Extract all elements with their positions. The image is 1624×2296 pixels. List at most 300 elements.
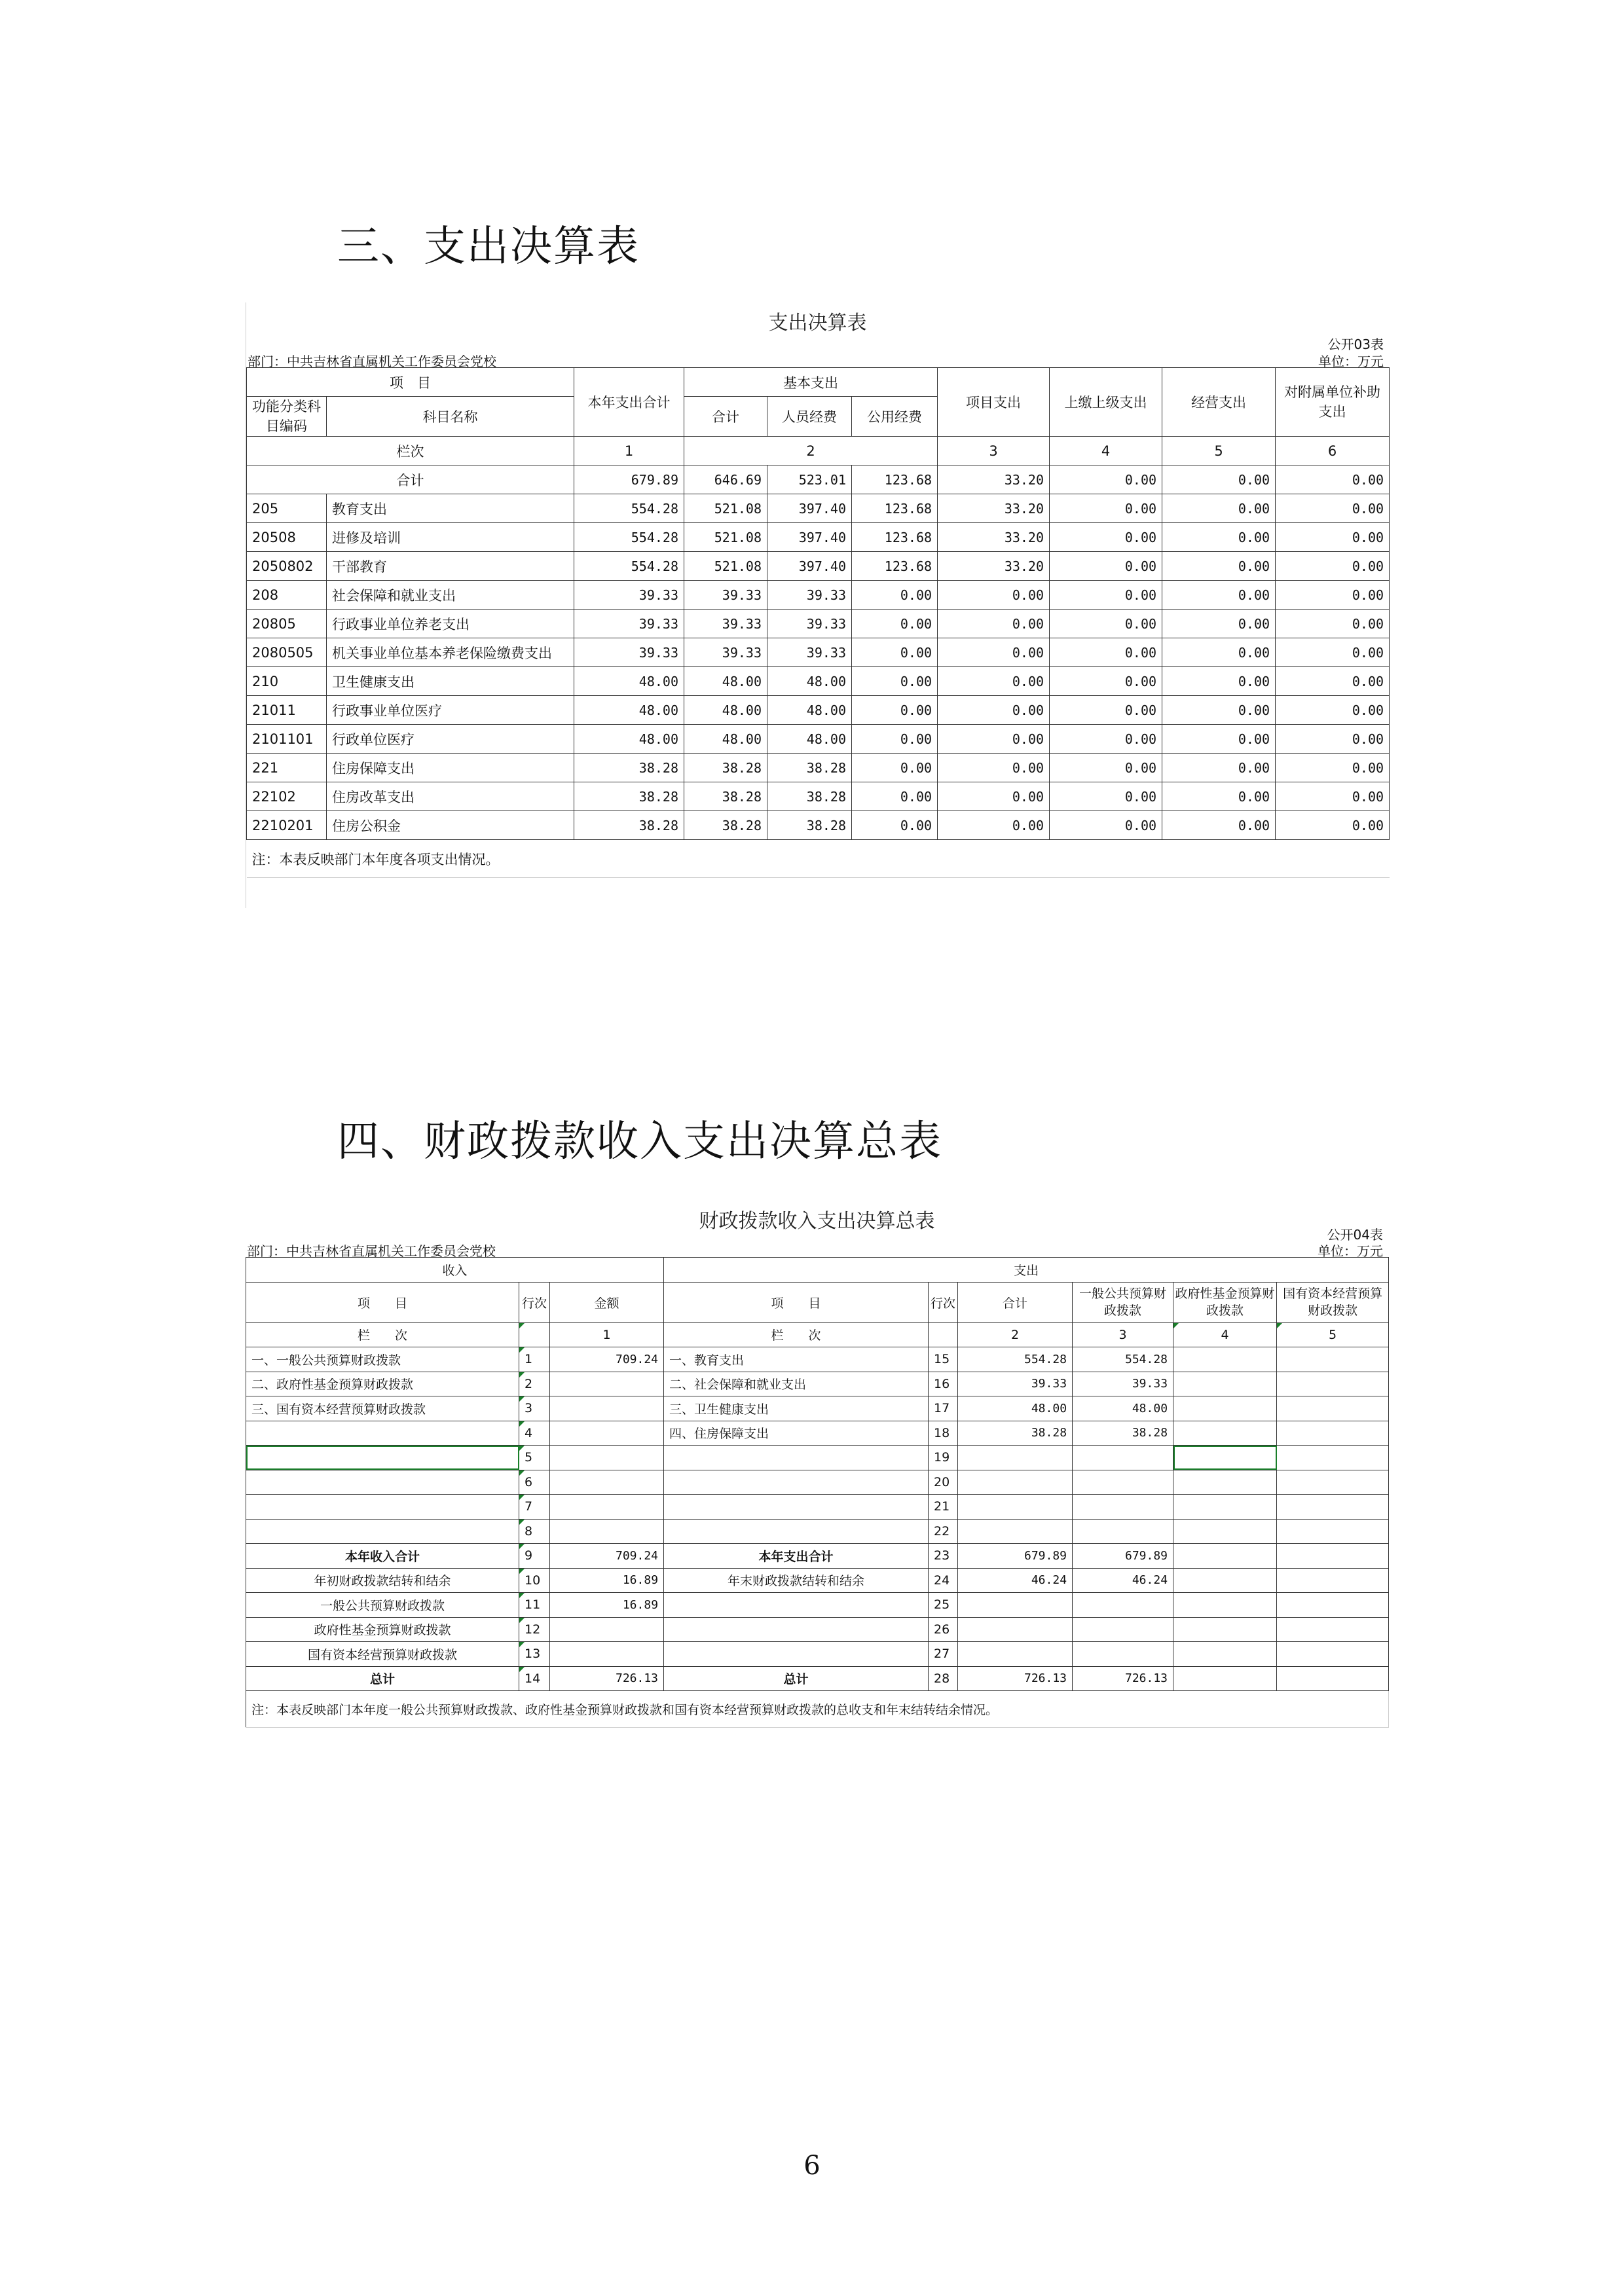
expense-item: 四、住房保障支出 xyxy=(664,1421,929,1446)
line-number: 9 xyxy=(519,1544,550,1569)
cell-value: 38.28 xyxy=(684,754,767,782)
expense-fund-budget xyxy=(1173,1396,1277,1421)
expense-sum: 39.33 xyxy=(958,1372,1073,1396)
cell-value: 48.00 xyxy=(767,696,852,725)
line-number: 21 xyxy=(929,1495,958,1520)
cell-value: 0.00 xyxy=(1276,523,1390,552)
cell-value: 38.28 xyxy=(684,782,767,811)
line-number: 16 xyxy=(929,1372,958,1396)
table-row xyxy=(246,1617,1389,1642)
cell-value: 0.00 xyxy=(1050,552,1162,581)
income-amount: 16.89 xyxy=(550,1593,664,1618)
header-basic: 基本支出 xyxy=(684,368,938,397)
income-amount: 16.89 xyxy=(550,1568,664,1593)
expense-general-budget xyxy=(1073,1617,1173,1642)
cell-value: 0.00 xyxy=(1162,465,1276,494)
expense-sum xyxy=(958,1470,1073,1495)
line-number: 28 xyxy=(929,1666,958,1691)
table-row xyxy=(246,1396,1389,1421)
subject-name: 干部教育 xyxy=(327,552,574,581)
income-amount xyxy=(550,1421,664,1446)
expense-item: 年末财政拨款结转和结余 xyxy=(664,1568,929,1593)
table-row xyxy=(246,1666,1389,1691)
cell xyxy=(929,1322,958,1347)
cell-value: 646.69 xyxy=(684,465,767,494)
expense-state-capital-budget xyxy=(1277,1642,1389,1667)
cell-value: 0.00 xyxy=(1162,811,1276,840)
cell-value: 123.68 xyxy=(852,494,938,523)
cell-value: 0.00 xyxy=(1162,725,1276,754)
unit-label: 单位：万元 xyxy=(1318,354,1384,369)
line-number: 6 xyxy=(519,1470,550,1495)
income-item: 总计 xyxy=(246,1666,519,1691)
expense-item: 三、卫生健康支出 xyxy=(664,1396,929,1421)
expense-fund-budget xyxy=(1173,1347,1277,1372)
income-item xyxy=(246,1446,519,1470)
expense-sum xyxy=(958,1593,1073,1618)
cell-value: 123.68 xyxy=(852,523,938,552)
subject-name: 住房保障支出 xyxy=(327,754,574,782)
expense-item xyxy=(664,1495,929,1520)
income-item: 一般公共预算财政拨款 xyxy=(246,1593,519,1618)
subject-name: 教育支出 xyxy=(327,494,574,523)
cell-value: 38.28 xyxy=(767,811,852,840)
line-number: 7 xyxy=(519,1495,550,1520)
cell-value: 0.00 xyxy=(1050,667,1162,696)
cell-value: 39.33 xyxy=(574,610,684,638)
table-row xyxy=(246,1347,1389,1372)
cell-value: 39.33 xyxy=(684,638,767,667)
cell-value: 48.00 xyxy=(574,725,684,754)
cell-value: 521.08 xyxy=(684,552,767,581)
income-amount xyxy=(550,1372,664,1396)
expense-fund-budget xyxy=(1173,1617,1277,1642)
subject-name: 行政事业单位养老支出 xyxy=(327,610,574,638)
total-row xyxy=(247,465,1390,494)
cell-value: 0.00 xyxy=(1162,552,1276,581)
column-index: 4 xyxy=(1173,1322,1277,1347)
line-number: 26 xyxy=(929,1617,958,1642)
header-project: 项目支出 xyxy=(938,368,1050,437)
table-row xyxy=(247,610,1390,638)
cell-value: 397.40 xyxy=(767,552,852,581)
header-item: 项 目 xyxy=(247,368,574,397)
cell-value: 0.00 xyxy=(1162,523,1276,552)
header-income: 收入 xyxy=(246,1258,664,1283)
line-number: 22 xyxy=(929,1519,958,1544)
table-row xyxy=(247,754,1390,782)
subject-code: 22102 xyxy=(247,782,327,811)
cell-value: 0.00 xyxy=(1050,581,1162,610)
table-code: 公开04表 xyxy=(1327,1227,1383,1243)
cell-value: 0.00 xyxy=(1276,494,1390,523)
expense-sum xyxy=(958,1446,1073,1470)
cell-value: 554.28 xyxy=(574,552,684,581)
cell-value: 0.00 xyxy=(938,610,1050,638)
line-number: 14 xyxy=(519,1666,550,1691)
subject-code: 20508 xyxy=(247,523,327,552)
cell-value: 0.00 xyxy=(1050,696,1162,725)
column-index: 6 xyxy=(1276,437,1390,465)
cell-value: 0.00 xyxy=(1162,696,1276,725)
income-amount xyxy=(550,1642,664,1667)
cell-value: 0.00 xyxy=(852,696,938,725)
cell-value: 0.00 xyxy=(1162,638,1276,667)
column-index: 1 xyxy=(574,437,684,465)
expense-state-capital-budget xyxy=(1277,1544,1389,1569)
cell-value: 0.00 xyxy=(852,610,938,638)
cell-value: 0.00 xyxy=(938,581,1050,610)
expense-item xyxy=(664,1446,929,1470)
line-number: 13 xyxy=(519,1642,550,1667)
expense-state-capital-budget xyxy=(1277,1593,1389,1618)
table-row xyxy=(246,1568,1389,1593)
income-item: 政府性基金预算财政拨款 xyxy=(246,1617,519,1642)
expense-sum: 726.13 xyxy=(958,1666,1073,1691)
cell-value: 48.00 xyxy=(767,725,852,754)
expense-general-budget xyxy=(1073,1446,1173,1470)
column-index: 5 xyxy=(1162,437,1276,465)
income-amount: 726.13 xyxy=(550,1666,664,1691)
cell-value: 48.00 xyxy=(684,725,767,754)
income-amount: 709.24 xyxy=(550,1347,664,1372)
income-amount: 709.24 xyxy=(550,1544,664,1569)
total-label: 合计 xyxy=(247,465,574,494)
cell-value: 0.00 xyxy=(1162,610,1276,638)
table-row xyxy=(246,1470,1389,1495)
expense-item xyxy=(664,1470,929,1495)
cell-value: 38.28 xyxy=(767,754,852,782)
expense-state-capital-budget xyxy=(1277,1347,1389,1372)
line-number: 25 xyxy=(929,1593,958,1618)
unit-label: 单位：万元 xyxy=(1318,1243,1383,1259)
header-business: 经营支出 xyxy=(1162,368,1276,437)
income-amount xyxy=(550,1495,664,1520)
income-amount xyxy=(550,1446,664,1470)
line-number: 15 xyxy=(929,1347,958,1372)
cell-value: 0.00 xyxy=(1276,782,1390,811)
income-item: 国有资本经营预算财政拨款 xyxy=(246,1642,519,1667)
subject-name: 进修及培训 xyxy=(327,523,574,552)
cell-value: 48.00 xyxy=(767,667,852,696)
table-note: 注：本表反映部门本年度一般公共预算财政拨款、政府性基金预算财政拨款和国有资本经营预算财政拨款的总收支和年末结转结余情况。 xyxy=(246,1691,1389,1728)
expense-general-budget xyxy=(1073,1495,1173,1520)
cell xyxy=(519,1322,550,1347)
cell-value: 0.00 xyxy=(1276,581,1390,610)
cell-value: 0.00 xyxy=(1050,610,1162,638)
expense-state-capital-budget xyxy=(1277,1446,1389,1470)
expense-item: 一、教育支出 xyxy=(664,1347,929,1372)
cell-value: 0.00 xyxy=(1276,811,1390,840)
cell-value: 554.28 xyxy=(574,494,684,523)
table-row xyxy=(246,1495,1389,1520)
expense-fund-budget xyxy=(1173,1421,1277,1446)
expense-sum xyxy=(958,1642,1073,1667)
cell-value: 38.28 xyxy=(574,782,684,811)
expense-fund-budget xyxy=(1173,1470,1277,1495)
income-item: 二、政府性基金预算财政拨款 xyxy=(246,1372,519,1396)
cell-value: 0.00 xyxy=(1276,552,1390,581)
cell-value: 0.00 xyxy=(1162,581,1276,610)
header-state-capital-budget: 国有资本经营预算财政拨款 xyxy=(1277,1282,1389,1322)
header-income-line: 行次 xyxy=(519,1282,550,1322)
line-number: 12 xyxy=(519,1617,550,1642)
expenditure-sheet xyxy=(246,302,1389,908)
cell-value: 39.33 xyxy=(767,638,852,667)
header-basic-sum: 合计 xyxy=(684,397,767,437)
section-title-fiscal-summary: 四、财政拨款收入支出决算总表 xyxy=(337,1118,942,1166)
cell-value: 0.00 xyxy=(1050,782,1162,811)
cell-value: 0.00 xyxy=(852,782,938,811)
income-item xyxy=(246,1421,519,1446)
expense-general-budget: 46.24 xyxy=(1073,1568,1173,1593)
line-number: 18 xyxy=(929,1421,958,1446)
table-row xyxy=(246,1421,1389,1446)
header-public: 公用经费 xyxy=(852,397,938,437)
header-remit: 上缴上级支出 xyxy=(1050,368,1162,437)
header-func-code: 功能分类科目编码 xyxy=(247,397,327,437)
line-number: 3 xyxy=(519,1396,550,1421)
header-personnel: 人员经费 xyxy=(767,397,852,437)
cell-value: 0.00 xyxy=(1276,465,1390,494)
cell-value: 0.00 xyxy=(938,638,1050,667)
header-amount: 金额 xyxy=(550,1282,664,1322)
cell-value: 554.28 xyxy=(574,523,684,552)
cell-value: 521.08 xyxy=(684,494,767,523)
cell-value: 0.00 xyxy=(852,811,938,840)
expense-fund-budget xyxy=(1173,1593,1277,1618)
fiscal-summary-sheet xyxy=(246,1205,1388,1728)
cell-value: 0.00 xyxy=(1162,754,1276,782)
line-number: 19 xyxy=(929,1446,958,1470)
subject-code: 2050802 xyxy=(247,552,327,581)
column-index: 2 xyxy=(684,437,938,465)
table-row xyxy=(246,1642,1389,1667)
cell-value: 48.00 xyxy=(684,696,767,725)
line-number: 1 xyxy=(519,1347,550,1372)
expense-fund-budget xyxy=(1173,1519,1277,1544)
sheet-title: 支出决算表 xyxy=(768,312,867,335)
cell-value: 48.00 xyxy=(574,667,684,696)
subject-name: 行政单位医疗 xyxy=(327,725,574,754)
subject-code: 2080505 xyxy=(247,638,327,667)
cell-value: 0.00 xyxy=(938,782,1050,811)
expense-state-capital-budget xyxy=(1277,1568,1389,1593)
header-expense: 支出 xyxy=(664,1258,1389,1283)
cell-value: 0.00 xyxy=(938,725,1050,754)
expense-sum: 38.28 xyxy=(958,1421,1073,1446)
subject-name: 住房公积金 xyxy=(327,811,574,840)
subject-name: 行政事业单位医疗 xyxy=(327,696,574,725)
income-amount xyxy=(550,1470,664,1495)
expense-sum: 46.24 xyxy=(958,1568,1073,1593)
cell-value: 38.28 xyxy=(574,754,684,782)
expense-general-budget: 679.89 xyxy=(1073,1544,1173,1569)
expenditure-table xyxy=(246,367,1390,878)
expense-sum xyxy=(958,1495,1073,1520)
cell-value: 0.00 xyxy=(852,667,938,696)
expense-item xyxy=(664,1642,929,1667)
income-amount xyxy=(550,1519,664,1544)
table-row xyxy=(246,1544,1389,1569)
income-item: 本年收入合计 xyxy=(246,1544,519,1569)
table-row xyxy=(247,725,1390,754)
line-number: 11 xyxy=(519,1593,550,1618)
cell-value: 39.33 xyxy=(574,638,684,667)
cell-value: 0.00 xyxy=(1162,667,1276,696)
cell-value: 38.28 xyxy=(767,782,852,811)
subject-code: 2101101 xyxy=(247,725,327,754)
line-number: 8 xyxy=(519,1519,550,1544)
header-subject-name: 科目名称 xyxy=(327,397,574,437)
subject-code: 205 xyxy=(247,494,327,523)
cell-value: 0.00 xyxy=(1050,523,1162,552)
header-subsidy: 对附属单位补助支出 xyxy=(1276,368,1390,437)
cell-value: 0.00 xyxy=(1162,782,1276,811)
line-number: 5 xyxy=(519,1446,550,1470)
table-row xyxy=(247,696,1390,725)
header-expense-line: 行次 xyxy=(929,1282,958,1322)
cell-value: 679.89 xyxy=(574,465,684,494)
cell-value: 48.00 xyxy=(684,667,767,696)
cell-value: 0.00 xyxy=(1050,811,1162,840)
cell-value: 123.68 xyxy=(852,465,938,494)
cell-value: 397.40 xyxy=(767,494,852,523)
subject-name: 社会保障和就业支出 xyxy=(327,581,574,610)
cell-value: 33.20 xyxy=(938,494,1050,523)
expense-fund-budget xyxy=(1173,1372,1277,1396)
cell-value: 38.28 xyxy=(684,811,767,840)
cell-value: 33.20 xyxy=(938,552,1050,581)
subject-code: 20805 xyxy=(247,610,327,638)
table-row xyxy=(247,552,1390,581)
column-index: 2 xyxy=(958,1322,1073,1347)
header-income-item: 项 目 xyxy=(246,1282,519,1322)
income-item: 年初财政拨款结转和结余 xyxy=(246,1568,519,1593)
cell-value: 0.00 xyxy=(1276,610,1390,638)
fiscal-summary-table xyxy=(246,1257,1389,1728)
header-expense-item: 项 目 xyxy=(664,1282,929,1322)
cell-value: 39.33 xyxy=(684,610,767,638)
line-number: 10 xyxy=(519,1568,550,1593)
income-amount xyxy=(550,1396,664,1421)
table-row xyxy=(246,1593,1389,1618)
subject-code: 221 xyxy=(247,754,327,782)
line-number: 23 xyxy=(929,1544,958,1569)
expense-state-capital-budget xyxy=(1277,1666,1389,1691)
expense-item: 总计 xyxy=(664,1666,929,1691)
expense-general-budget xyxy=(1073,1519,1173,1544)
cell-value: 0.00 xyxy=(938,696,1050,725)
cell-value: 0.00 xyxy=(1276,638,1390,667)
table-row xyxy=(246,1519,1389,1544)
table-note: 注：本表反映部门本年度各项支出情况。 xyxy=(247,840,1390,878)
expense-sum xyxy=(958,1617,1073,1642)
header-general-budget: 一般公共预算财政拨款 xyxy=(1073,1282,1173,1322)
expense-state-capital-budget xyxy=(1277,1396,1389,1421)
cell-value: 523.01 xyxy=(767,465,852,494)
expense-fund-budget xyxy=(1173,1666,1277,1691)
expense-state-capital-budget xyxy=(1277,1519,1389,1544)
cell-value: 0.00 xyxy=(938,811,1050,840)
cell-value: 39.33 xyxy=(684,581,767,610)
expense-general-budget xyxy=(1073,1642,1173,1667)
expense-general-budget: 48.00 xyxy=(1073,1396,1173,1421)
column-index: 3 xyxy=(938,437,1050,465)
income-item xyxy=(246,1495,519,1520)
sheet-title: 财政拨款收入支出决算总表 xyxy=(699,1210,935,1233)
cell-value: 0.00 xyxy=(1162,494,1276,523)
expense-sum: 48.00 xyxy=(958,1396,1073,1421)
cell-value: 123.68 xyxy=(852,552,938,581)
cell-value: 0.00 xyxy=(938,754,1050,782)
header-sum: 合计 xyxy=(958,1282,1073,1322)
cell-value: 39.33 xyxy=(574,581,684,610)
cell-value: 48.00 xyxy=(574,696,684,725)
table-row xyxy=(247,581,1390,610)
expense-general-budget: 38.28 xyxy=(1073,1421,1173,1446)
expense-general-budget: 554.28 xyxy=(1073,1347,1173,1372)
cell-value: 0.00 xyxy=(852,581,938,610)
expense-state-capital-budget xyxy=(1277,1495,1389,1520)
header-fund-budget: 政府性基金预算财政拨款 xyxy=(1173,1282,1277,1322)
table-code: 公开03表 xyxy=(1327,337,1384,352)
expense-state-capital-budget xyxy=(1277,1617,1389,1642)
cell-value: 0.00 xyxy=(1050,638,1162,667)
table-row xyxy=(247,638,1390,667)
expense-item: 本年支出合计 xyxy=(664,1544,929,1569)
cell-value: 0.00 xyxy=(852,754,938,782)
cell-value: 0.00 xyxy=(1276,696,1390,725)
column-index: 1 xyxy=(550,1322,664,1347)
cell-value: 33.20 xyxy=(938,523,1050,552)
income-item: 一、一般公共预算财政拨款 xyxy=(246,1347,519,1372)
expense-sum xyxy=(958,1519,1073,1544)
table-row xyxy=(246,1372,1389,1396)
subject-name: 住房改革支出 xyxy=(327,782,574,811)
expense-sum: 679.89 xyxy=(958,1544,1073,1569)
expense-fund-budget xyxy=(1173,1642,1277,1667)
expense-state-capital-budget xyxy=(1277,1372,1389,1396)
subject-code: 208 xyxy=(247,581,327,610)
expense-item xyxy=(664,1617,929,1642)
column-index: 3 xyxy=(1073,1322,1173,1347)
expense-fund-budget xyxy=(1173,1544,1277,1569)
cell-value: 0.00 xyxy=(1050,754,1162,782)
page-number: 6 xyxy=(803,2151,821,2181)
line-number: 17 xyxy=(929,1396,958,1421)
cell-value: 0.00 xyxy=(938,667,1050,696)
column-index-label: 栏 次 xyxy=(664,1322,929,1347)
cell-value: 0.00 xyxy=(1050,494,1162,523)
expense-state-capital-budget xyxy=(1277,1421,1389,1446)
expense-sum: 554.28 xyxy=(958,1347,1073,1372)
income-item: 三、国有资本经营预算财政拨款 xyxy=(246,1396,519,1421)
cell-value: 0.00 xyxy=(1050,465,1162,494)
expense-fund-budget xyxy=(1173,1446,1277,1470)
cell-value: 0.00 xyxy=(1276,667,1390,696)
cell-value: 0.00 xyxy=(852,725,938,754)
column-index: 4 xyxy=(1050,437,1162,465)
cell-value: 33.20 xyxy=(938,465,1050,494)
table-row xyxy=(246,1446,1389,1470)
expense-general-budget: 39.33 xyxy=(1073,1372,1173,1396)
subject-name: 机关事业单位基本养老保险缴费支出 xyxy=(327,638,574,667)
expense-state-capital-budget xyxy=(1277,1470,1389,1495)
header-total: 本年支出合计 xyxy=(574,368,684,437)
table-row xyxy=(247,667,1390,696)
line-number: 24 xyxy=(929,1568,958,1593)
